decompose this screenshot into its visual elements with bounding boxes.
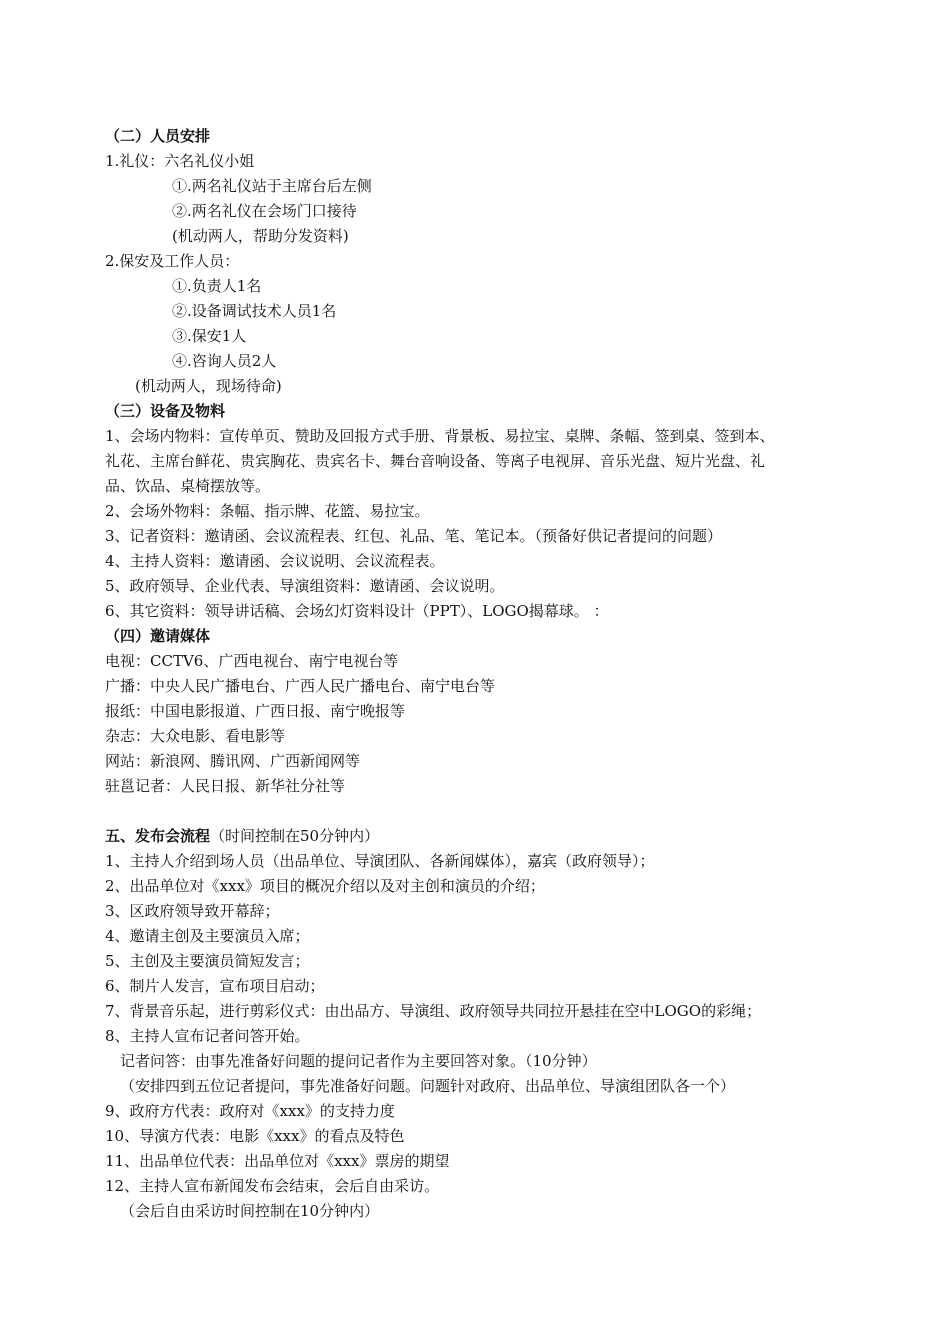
media-line: 广播：中央人民广播电台、广西人民广播电台、南宁电台等	[105, 677, 496, 695]
paragraph-line: 5、政府领导、企业代表、导演组资料：邀请函、会议说明。	[105, 577, 505, 595]
list-item: ④.咨询人员2人	[172, 352, 277, 370]
paragraph-line: 3、记者资料：邀请函、会议流程表、红包、礼品、笔、笔记本。（预备好供记者提问的问题）	[105, 527, 723, 545]
process-heading-title: 五、发布会流程	[105, 827, 211, 845]
process-step: 12、主持人宣布新闻发布会结束，会后自由采访。	[105, 1177, 440, 1195]
process-step: 11、出品单位代表：出品单位对《xxx》票房的期望	[105, 1152, 450, 1170]
closing-note: （会后自由采访时间控制在10分钟内）	[120, 1202, 380, 1220]
process-step: 10、导演方代表：电影《xxx》的看点及特色	[105, 1127, 405, 1145]
security-note: (机动两人，现场待命)	[135, 377, 282, 395]
list-item: ③.保安1人	[172, 327, 247, 345]
media-line: 电视：CCTV6、广西电视台、南宁电视台等	[105, 652, 399, 670]
process-step: 8、主持人宣布记者问答开始。	[105, 1027, 310, 1045]
list-item: ①.两名礼仪站于主席台后左侧	[172, 177, 372, 195]
paragraph-line: 6、其它资料：领导讲话稿、会场幻灯资料设计（PPT）、LOGO揭幕球。 ：	[105, 602, 609, 620]
process-heading-note: （时间控制在50分钟内）	[210, 827, 380, 845]
process-step: 1、主持人介绍到场人员（出品单位、导演团队、各新闻媒体），嘉宾（政府领导）；	[105, 852, 655, 870]
section-heading-staffing: （二）人员安排	[105, 127, 211, 145]
paragraph-line: 2、会场外物料：条幅、指示牌、花篮、易拉宝。	[105, 502, 430, 520]
media-line: 驻邕记者：人民日报、新华社分社等	[105, 777, 346, 795]
list-item: ②.设备调试技术人员1名	[172, 302, 337, 320]
process-step: 9、政府方代表：政府对《xxx》的支持力度	[105, 1102, 395, 1120]
process-step: 4、邀请主创及主要演员入席；	[105, 927, 310, 945]
media-line: 杂志：大众电影、看电影等	[105, 727, 286, 745]
etiquette-note: (机动两人，帮助分发资料)	[172, 227, 349, 245]
process-step: 7、背景音乐起，进行剪彩仪式：由出品方、导演组、政府领导共同拉开悬挂在空中LOGO的彩绳；	[105, 1002, 762, 1020]
paragraph-line: 礼花、主席台鲜花、贵宾胸花、贵宾名卡、舞台音响设备、等离子电视屏、音乐光盘、短片光盘、礼	[105, 452, 766, 470]
etiquette-label: 1.礼仪：六名礼仪小姐	[105, 152, 255, 170]
qa-note: （安排四到五位记者提问，事先准备好问题。问题针对政府、出品单位、导演组团队各一个）	[120, 1077, 736, 1095]
section-heading-equipment: （三）设备及物料	[105, 402, 226, 420]
qa-line: 记者问答：由事先准备好问题的提问记者作为主要回答对象。（10分钟）	[120, 1052, 597, 1070]
security-label: 2.保安及工作人员：	[105, 252, 240, 270]
paragraph-line: 4、主持人资料：邀请函、会议说明、会议流程表。	[105, 552, 445, 570]
section-heading-process	[105, 826, 379, 846]
paragraph-line: 1、会场内物料：宣传单页、赞助及回报方式手册、背景板、易拉宝、桌牌、条幅、签到桌、签到本、	[105, 427, 775, 445]
list-item: ②.两名礼仪在会场门口接待	[172, 202, 357, 220]
paragraph-line: 品、饮品、桌椅摆放等。	[105, 477, 271, 495]
list-item: ①.负责人1名	[172, 277, 262, 295]
section-heading-media: （四）邀请媒体	[105, 627, 211, 645]
media-line: 报纸：中国电影报道、广西日报、南宁晚报等	[105, 702, 406, 720]
process-step: 2、出品单位对《xxx》项目的概况介绍以及对主创和演员的介绍；	[105, 877, 545, 895]
process-step: 5、主创及主要演员简短发言；	[105, 952, 310, 970]
media-line: 网站：新浪网、腾讯网、广西新闻网等	[105, 752, 361, 770]
process-step: 3、区政府领导致开幕辞；	[105, 902, 280, 920]
process-step: 6、制片人发言，宣布项目启动；	[105, 977, 325, 995]
